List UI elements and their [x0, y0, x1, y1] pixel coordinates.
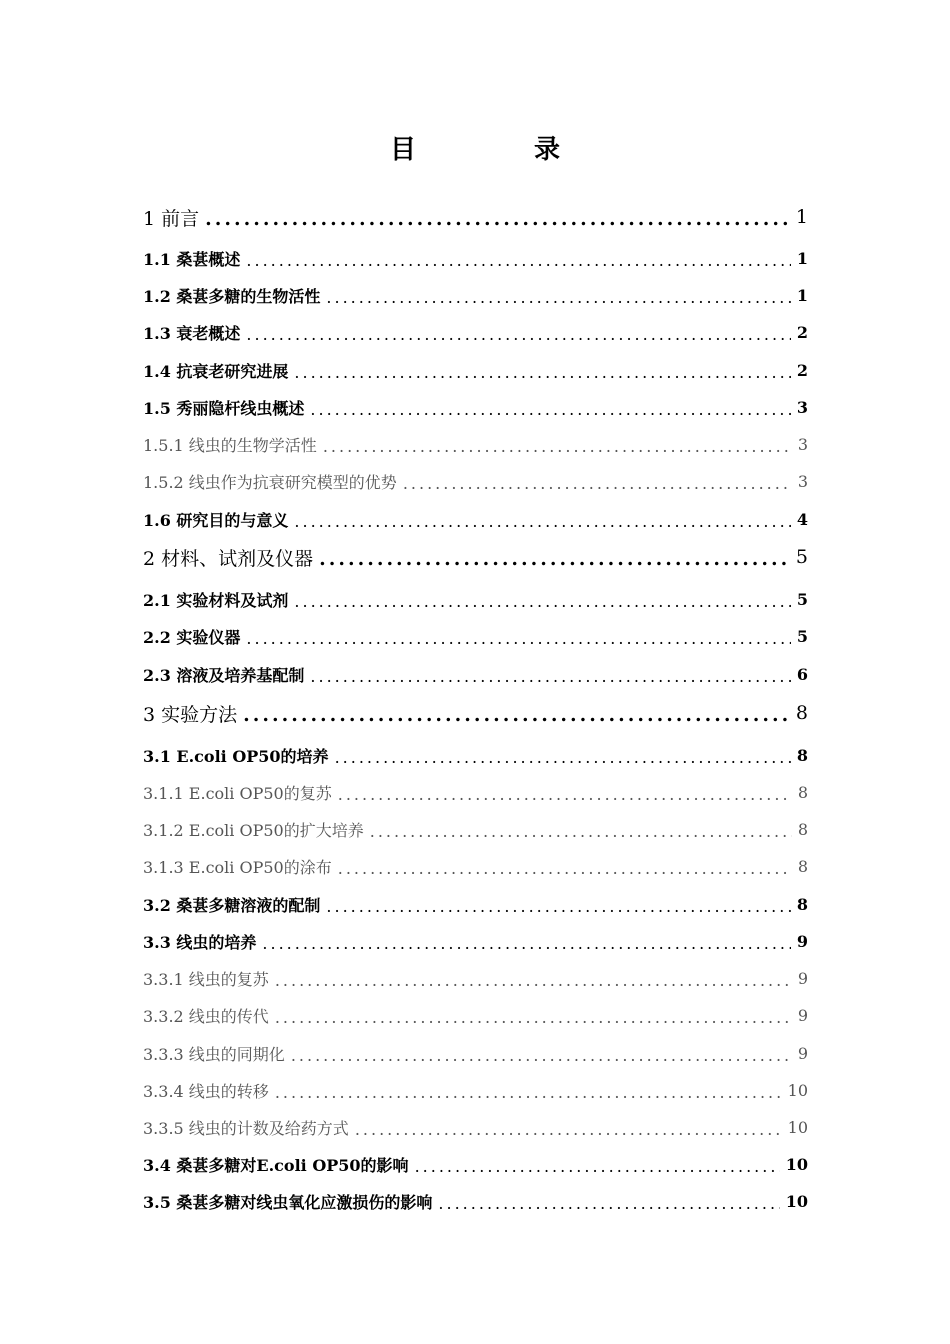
toc-entry-label: 2.2 实验仪器	[143, 627, 241, 647]
toc-entry[interactable]	[143, 1150, 808, 1178]
toc-entry[interactable]	[143, 1039, 808, 1067]
toc-entry-label: 2 材料、试剂及仪器	[143, 547, 314, 570]
toc-leader-dots	[205, 208, 790, 230]
toc-entry[interactable]	[143, 356, 808, 384]
toc-entry-label: 3.3.1 线虫的复苏	[143, 969, 269, 989]
toc-leader-dots	[335, 748, 791, 767]
toc-entry-page-number: 5	[795, 546, 808, 568]
toc-entry[interactable]	[143, 1187, 808, 1215]
toc-entry[interactable]	[143, 699, 808, 727]
toc-leader-dots	[291, 1046, 792, 1065]
toc-entry-page-number: 8	[796, 894, 808, 914]
toc-leader-dots	[262, 934, 790, 953]
toc-leader-dots	[319, 548, 790, 570]
toc-leader-dots	[294, 512, 790, 531]
toc-entry-label: 1.2 桑葚多糖的生物活性	[143, 286, 321, 306]
toc-entry-page-number: 8	[797, 856, 808, 876]
toc-leader-dots	[275, 971, 792, 990]
toc-entry[interactable]	[143, 964, 808, 992]
toc-entry-label: 3.4 桑葚多糖对E.coli OP50的影响	[143, 1155, 409, 1175]
toc-entry-page-number: 8	[797, 819, 808, 839]
toc-entry-page-number: 5	[796, 589, 808, 609]
toc-entry-label: 3.3 线虫的培养	[143, 932, 257, 952]
toc-leader-dots	[243, 704, 790, 726]
toc-leader-dots	[275, 1083, 782, 1102]
toc-entry-page-number: 10	[785, 1154, 808, 1174]
toc-entry-page-number: 8	[797, 782, 808, 802]
toc-entry-page-number: 8	[796, 745, 808, 765]
toc-entry-label: 1 前言	[143, 207, 200, 230]
toc-entry[interactable]	[143, 741, 808, 769]
toc-entry-label: 3.3.5 线虫的计数及给药方式	[143, 1118, 349, 1138]
toc-entry[interactable]	[143, 244, 808, 272]
toc-entry-label: 1.3 衰老概述	[143, 323, 241, 343]
toc-entry-page-number: 9	[797, 1005, 808, 1025]
toc-entry-label: 2.1 实验材料及试剂	[143, 590, 289, 610]
toc-leader-dots	[438, 1194, 779, 1213]
toc-entry[interactable]	[143, 203, 808, 231]
toc-entry-page-number: 3	[797, 471, 808, 491]
toc-leader-dots	[338, 785, 792, 804]
toc-leader-dots	[355, 1120, 782, 1139]
toc-entry-label: 3.1.1 E.coli OP50的复苏	[143, 783, 332, 803]
toc-entry-page-number: 10	[787, 1080, 808, 1100]
toc-entry-label: 1.4 抗衰老研究进展	[143, 361, 289, 381]
toc-leader-dots	[246, 325, 790, 344]
toc-leader-dots	[275, 1008, 792, 1027]
toc-entry-label: 3.3.3 线虫的同期化	[143, 1044, 285, 1064]
toc-entry-label: 1.5 秀丽隐杆线虫概述	[143, 398, 305, 418]
toc-entry-label: 3.2 桑葚多糖溶液的配制	[143, 895, 321, 915]
toc-entry-page-number: 3	[797, 434, 808, 454]
toc-entry[interactable]	[143, 585, 808, 613]
toc-entry-page-number: 2	[796, 360, 808, 380]
toc-leader-dots	[246, 629, 790, 648]
toc-entry-page-number: 3	[796, 397, 808, 417]
toc-entry-label: 3.3.4 线虫的转移	[143, 1081, 269, 1101]
toc-leader-dots	[323, 437, 792, 456]
toc-entry[interactable]	[143, 890, 808, 918]
toc-entry-page-number: 6	[796, 664, 808, 684]
toc-entry-label: 3.3.2 线虫的传代	[143, 1006, 269, 1026]
toc-leader-dots	[294, 592, 790, 611]
toc-entry[interactable]	[143, 1076, 808, 1104]
toc-entry[interactable]	[143, 815, 808, 843]
toc-entry-page-number: 9	[797, 968, 808, 988]
toc-entry[interactable]	[143, 430, 808, 458]
toc-entry-page-number: 9	[796, 931, 808, 951]
toc-entry-label: 3.1.3 E.coli OP50的涂布	[143, 857, 332, 877]
toc-entry-label: 1.1 桑葚概述	[143, 249, 241, 269]
toc-entry-label: 3 实验方法	[143, 703, 238, 726]
toc-entry-page-number: 9	[797, 1043, 808, 1063]
toc-leader-dots	[370, 822, 792, 841]
toc-entry[interactable]	[143, 318, 808, 346]
toc-entry[interactable]	[143, 1113, 808, 1141]
toc-entry-page-number: 5	[796, 626, 808, 646]
toc-leader-dots	[246, 251, 790, 270]
toc-entry-label: 1.5.1 线虫的生物学活性	[143, 435, 317, 455]
toc-leader-dots	[310, 667, 790, 686]
toc-leader-dots	[338, 859, 792, 878]
toc-leader-dots	[326, 288, 790, 307]
toc-entry-page-number: 10	[785, 1191, 808, 1211]
toc-entry[interactable]	[143, 281, 808, 309]
toc-entry[interactable]	[143, 1001, 808, 1029]
toc-entry[interactable]	[143, 393, 808, 421]
toc-leader-dots	[415, 1157, 780, 1176]
toc-entry[interactable]	[143, 778, 808, 806]
toc-entry-page-number: 8	[795, 702, 808, 724]
toc-entry[interactable]	[143, 622, 808, 650]
toc-leader-dots	[310, 400, 790, 419]
toc-entry-page-number: 1	[796, 285, 808, 305]
toc-leader-dots	[294, 363, 790, 382]
toc-entry-page-number: 1	[796, 248, 808, 268]
page-title: 目 录	[389, 135, 606, 165]
toc-entry[interactable]	[143, 505, 808, 533]
toc-entry-label: 3.1 E.coli OP50的培养	[143, 746, 329, 766]
toc-entry-page-number: 2	[796, 322, 808, 342]
toc-entry[interactable]	[143, 927, 808, 955]
toc-entry-page-number: 4	[796, 509, 808, 529]
toc-entry[interactable]	[143, 467, 808, 495]
toc-entry-page-number: 1	[795, 206, 808, 228]
toc-entry-label: 3.1.2 E.coli OP50的扩大培养	[143, 820, 364, 840]
toc-entry-page-number: 10	[787, 1117, 808, 1137]
toc-entry-label: 1.6 研究目的与意义	[143, 510, 289, 530]
toc-entry-label: 2.3 溶液及培养基配制	[143, 665, 305, 685]
toc-entry-label: 1.5.2 线虫作为抗衰研究模型的优势	[143, 472, 397, 492]
toc-entry[interactable]	[143, 852, 808, 880]
toc-entry[interactable]	[143, 543, 808, 571]
toc-leader-dots	[326, 897, 790, 916]
toc-leader-dots	[403, 474, 792, 493]
toc-entry-label: 3.5 桑葚多糖对线虫氧化应激损伤的影响	[143, 1192, 433, 1212]
toc-entry[interactable]	[143, 660, 808, 688]
